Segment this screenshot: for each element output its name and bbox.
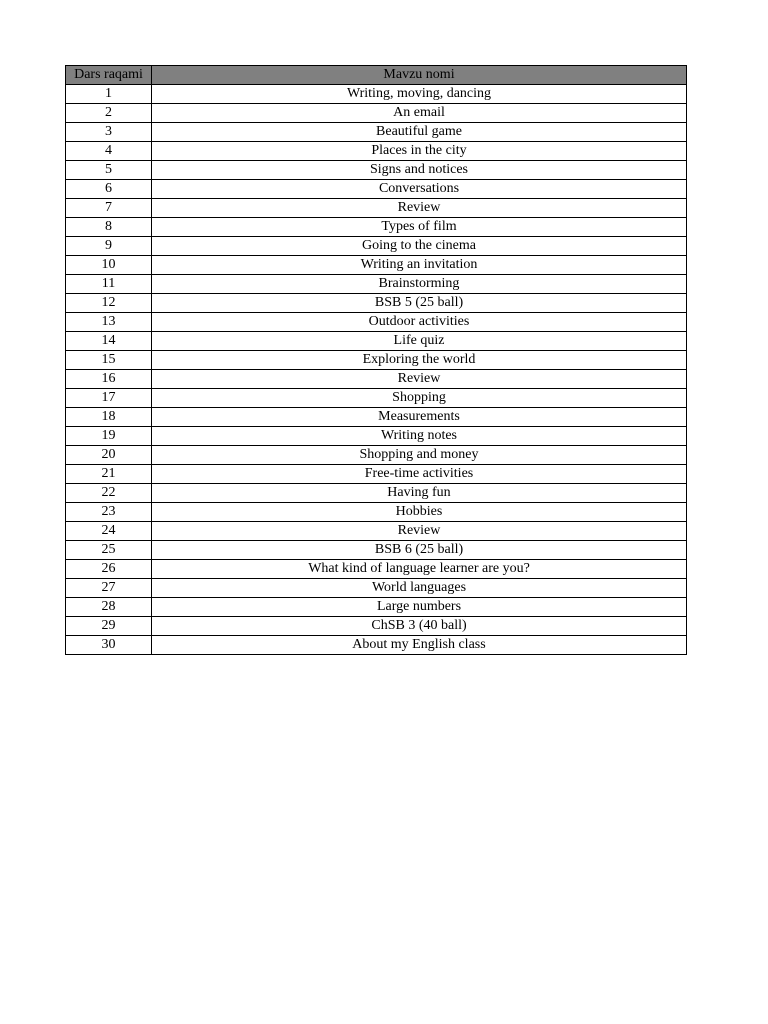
lesson-number-cell: 23 [66, 503, 152, 522]
topic-name-cell: World languages [152, 579, 687, 598]
topic-name-cell: Large numbers [152, 598, 687, 617]
table-row [66, 522, 687, 541]
topic-name-cell: Going to the cinema [152, 237, 687, 256]
topic-name-cell: Conversations [152, 180, 687, 199]
lesson-number-cell: 14 [66, 332, 152, 351]
topic-name-cell: Review [152, 370, 687, 389]
topic-name-cell: What kind of language learner are you? [152, 560, 687, 579]
lesson-number-cell: 18 [66, 408, 152, 427]
topic-name-cell: Shopping and money [152, 446, 687, 465]
lesson-rows [66, 85, 687, 655]
table-row [66, 85, 687, 104]
lesson-number-cell: 7 [66, 199, 152, 218]
table-row [66, 427, 687, 446]
lesson-number-cell: 9 [66, 237, 152, 256]
table-row [66, 503, 687, 522]
lesson-number-cell: 2 [66, 104, 152, 123]
topic-name-cell: Measurements [152, 408, 687, 427]
table-row [66, 541, 687, 560]
table-row [66, 294, 687, 313]
topic-name-cell: Shopping [152, 389, 687, 408]
table-row [66, 389, 687, 408]
topic-name-cell: Outdoor activities [152, 313, 687, 332]
lesson-number-cell: 29 [66, 617, 152, 636]
table-row [66, 370, 687, 389]
table-row [66, 579, 687, 598]
lesson-number-cell: 25 [66, 541, 152, 560]
topic-name-cell: About my English class [152, 636, 687, 655]
lesson-number-cell: 6 [66, 180, 152, 199]
table-row [66, 161, 687, 180]
lesson-number-cell: 10 [66, 256, 152, 275]
topic-name-cell: Signs and notices [152, 161, 687, 180]
topic-name-cell: Review [152, 522, 687, 541]
table-row [66, 332, 687, 351]
table-row [66, 617, 687, 636]
topic-name-cell: Life quiz [152, 332, 687, 351]
lesson-number-cell: 16 [66, 370, 152, 389]
lesson-plan-sheet [65, 65, 686, 655]
lesson-number-cell: 27 [66, 579, 152, 598]
lesson-number-cell: 28 [66, 598, 152, 617]
table-row [66, 598, 687, 617]
lesson-number-cell: 24 [66, 522, 152, 541]
table-header-row [66, 66, 687, 85]
table-row [66, 484, 687, 503]
topic-name-cell: Having fun [152, 484, 687, 503]
topic-name-cell: Writing notes [152, 427, 687, 446]
lesson-number-cell: 15 [66, 351, 152, 370]
lesson-number-cell: 1 [66, 85, 152, 104]
lesson-number-cell: 3 [66, 123, 152, 142]
topic-name-cell: ChSB 3 (40 ball) [152, 617, 687, 636]
topic-name-cell: BSB 6 (25 ball) [152, 541, 687, 560]
lesson-number-cell: 20 [66, 446, 152, 465]
topic-name-cell: Types of film [152, 218, 687, 237]
table-row [66, 560, 687, 579]
table-row [66, 446, 687, 465]
topic-name-cell: BSB 5 (25 ball) [152, 294, 687, 313]
topic-name-cell: Writing an invitation [152, 256, 687, 275]
lesson-number-cell: 21 [66, 465, 152, 484]
table-row [66, 636, 687, 655]
lesson-number-cell: 12 [66, 294, 152, 313]
table-row [66, 123, 687, 142]
table-row [66, 180, 687, 199]
lesson-number-cell: 30 [66, 636, 152, 655]
topic-name-cell: Places in the city [152, 142, 687, 161]
table-row [66, 142, 687, 161]
table-row [66, 256, 687, 275]
lesson-table [65, 65, 687, 655]
topic-name-cell: Free-time activities [152, 465, 687, 484]
table-row [66, 313, 687, 332]
topic-name-cell: Beautiful game [152, 123, 687, 142]
topic-name-cell: Hobbies [152, 503, 687, 522]
table-row [66, 199, 687, 218]
lesson-number-cell: 5 [66, 161, 152, 180]
lesson-number-cell: 11 [66, 275, 152, 294]
topic-name-cell: Review [152, 199, 687, 218]
lesson-number-cell: 26 [66, 560, 152, 579]
table-row [66, 465, 687, 484]
header-lesson-number: Dars raqami [66, 66, 152, 85]
topic-name-cell: Exploring the world [152, 351, 687, 370]
table-row [66, 351, 687, 370]
topic-name-cell: An email [152, 104, 687, 123]
table-row [66, 408, 687, 427]
table-row [66, 237, 687, 256]
table-row [66, 275, 687, 294]
table-row [66, 218, 687, 237]
topic-name-cell: Writing, moving, dancing [152, 85, 687, 104]
topic-name-cell: Brainstorming [152, 275, 687, 294]
lesson-number-cell: 4 [66, 142, 152, 161]
lesson-number-cell: 8 [66, 218, 152, 237]
table-row [66, 104, 687, 123]
lesson-number-cell: 22 [66, 484, 152, 503]
header-topic-name: Mavzu nomi [152, 66, 687, 85]
lesson-number-cell: 17 [66, 389, 152, 408]
lesson-number-cell: 19 [66, 427, 152, 446]
lesson-number-cell: 13 [66, 313, 152, 332]
